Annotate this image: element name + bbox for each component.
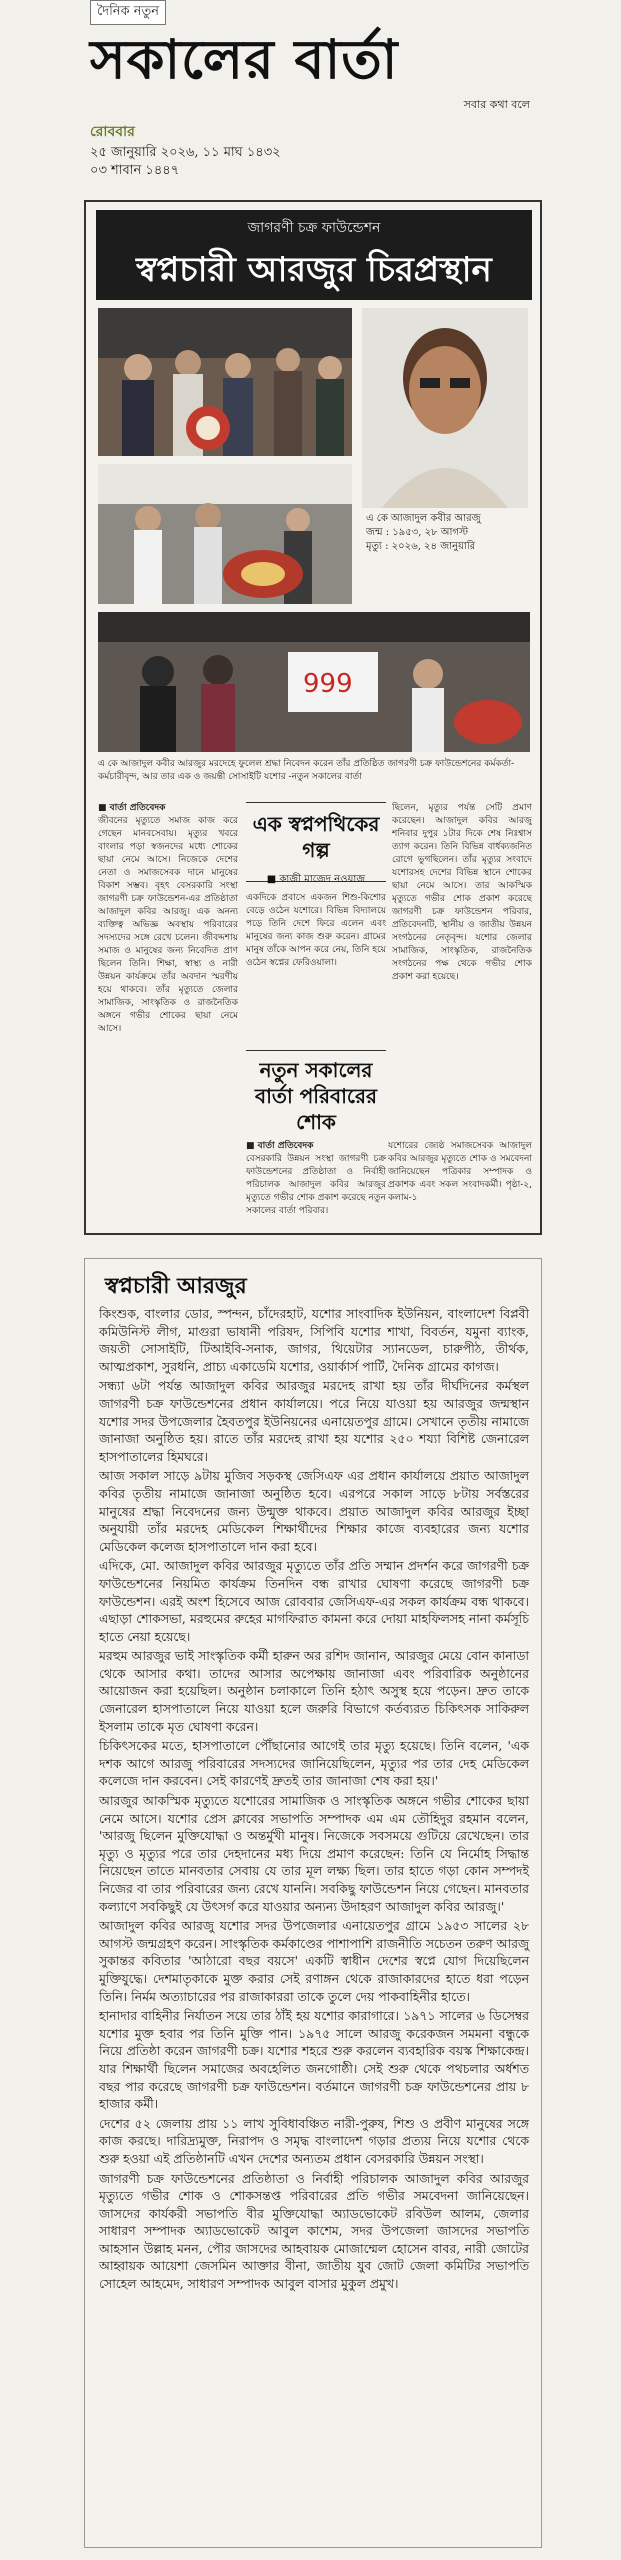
paragraph: আজাদুল কবির আরজু যশোর সদর উপজেলার এনায়েতপুর গ্রামে ১৯৫৩ সালের ২৮ আগস্ট জন্মগ্রহণ করেন। সাংস্কৃতিক কর্মকাণ্ডের পাশাপাশি রাজনীতি সচেতন তরুণ আরজু সুকান্তর কবিতার 'আঠারো বছর বয়সে' একটি স্বাধীন দেশের স্বপ্নে যোগ দিয়েছিলেন মুক্তিযুদ্ধে। দেশমাতৃকাকে মুক্ত করার সেই রণাঙ্গন থেকে রাজাকারদের হাতে ধরা পড়েন তিনি। নির্মম অত্যাচারের পর রাজাকাররা তাকে তুলে দেয় পাকবাহিনীর হাতে।	[99, 1918, 529, 2004]
article-continuation	[84, 1258, 542, 2548]
article-column-2: একদিকে প্রবাসে একজন শিশু-কিশোর বেড়ে ওঠেন যশোরে। বিভিন্ন বিদ্যালয়ে পড়ে তিনি দেশে ফিরে এলেন এবং মানুষের জন্য কাজ শুরু করেন। গ্রামের মানুষ তাঁকে আপন করে নেয়, তিনি হয়ে ওঠেন স্বপ্নের ফেরিওয়ালা।	[246, 893, 386, 968]
article-header	[96, 210, 532, 300]
dateline-day: রোববার	[90, 124, 135, 140]
article-main	[84, 200, 542, 1235]
portrait-caption: এ কে আজাদুল কবীর আরজু জন্ম : ১৯৫৩, ২৮ আগস্ট মৃত্যু : ২০২৬, ২৪ জানুয়ারি	[366, 513, 481, 552]
paragraph: জাগরণী চক্র ফাউন্ডেশনের প্রতিষ্ঠাতা ও নির্বাহী পরিচালক আজাদুল কবির আরজুর মৃত্যুতে গভীর শোক ও শোকসন্তপ্ত পরিবারের প্রতি গভীর সমবেদনা জানিয়েছেন। জাসদের কার্যকরী সভাপতি বীর মুক্তিযোদ্ধা অ্যাডভোকেট রবিউল আলম, জেলার সাধারণ সম্পাদক অ্যাডভোকেট আবুল কাশেম, সদর উপজেলা জাসদের সভাপতি আহসান উল্লাহ মনন, পৌর জাসদের আহবায়ক মোজাম্মেল হোসেন বাবর, নারী জোটের আহ্বায়ক আয়েশা জেসমিন আক্তার বীনা, জাতীয় যুব জোট জেলা কমিটির সভাপতি সোহেল আহমেদ, সাধারণ সম্পাদক আবুল বাসার মুকুল প্রমুখ।	[99, 2170, 529, 2292]
headline-condolence: নতুন সকালের বার্তা পরিবারের শোক	[246, 1050, 386, 1130]
continuation-title: স্বপ্নচারী আরজুর	[105, 1273, 247, 1299]
paragraph: কিংশুক, বাংলার ডোর, স্পন্দন, চাঁদেরহাট, যশোর সাংবাদিক ইউনিয়ন, বাংলাদেশ বিপ্লবী কমিউনিস্ট লীগ, মাগুরা ভাষানী পরিষদ, সিপিবি যশোর শাখা, বিবর্তন, যমুনা ব্যাংক, জয়তী সোসাইটি, টিআইবি-সনাক, জাগর, থিয়েটার স্যানডেল, চারুপীঠ, তীর্থক, আত্মপ্রকাশ, সুরধনি, প্রাচ্য একাডেমি যশোর, ওয়ার্কার্স পার্টি, দৈনিক গ্রামের কাগজ।	[99, 1306, 529, 1374]
column-1-text: জীবনের মৃত্যুতে সমাজ কাজ করে গেছেন মানবসেবায়। মৃত্যুর খবরে বাংলার পড়া স্বজনদের মধ্যে শোকের ছায়া নেমে আসে। নিজেকে দেশের নেতা ও সমাজসেবক দানে মানুষের বিকাশ সম্ভব। বৃহৎ বেসরকারি সংস্থা জাগরণী চক্র ফাউন্ডেশন-এর প্রতিষ্ঠাতা আজাদুল কবির আরজু। এক অনন্য ব্যক্তিত্ব অভিজ্ঞ অবস্থায় পরিবারের সদস্যদের সঙ্গে রেখে চলেন। জীবদ্দশায় সমাজ ও মানুষের জন্য নিবেদিত প্রাণ ছিলেন তিনি। শিক্ষা, স্বাস্থ্য ও নারী উন্নয়ন কার্যক্রমে তাঁর অবদান স্মরণীয় হয়ে থাকবে। তাঁর মৃত্যুতে জেলার সামাজিক, সাংস্কৃতিক ও রাজনৈতিক অঙ্গনে গভীর শোকের ছায়া নেমে আসে।	[98, 816, 238, 1034]
article-column-1	[98, 802, 238, 1222]
article-column-4	[246, 1140, 386, 1220]
photo-mourners-coffin	[98, 612, 530, 752]
paragraph: আজ সকাল সাড়ে ৯টায় মুজিব সড়কস্থ জেসিএফ এর প্রধান কার্যালয়ে প্রয়াত আজাদুল কবির তৃতীয় নামাজে জানাজা অনুষ্ঠিত হবে। এরপরে সকাল সাড়ে ৮টায় সর্বস্তরের মানুষের শ্রদ্ধা নিবেদনের জন্য উন্মুক্ত থাকবে। প্রয়াত আজাদুল কবির আরজুর ইচ্ছা অনুযায়ী তাঁর মরদেহ মেডিকেল শিক্ষার্থীদের শিক্ষার কাজে ব্যবহারের জন্য যশোর মেডিকেল কলেজ হাসপাতালে দান করা হবে।	[99, 1468, 529, 1554]
paragraph: এদিকে, মো. আজাদুল কবির আরজুর মৃত্যুতে তাঁর প্রতি সম্মান প্রদর্শন করে জাগরণী চক্র ফাউন্ডেশনের নিয়মিত কার্যক্রম তিনদিন বন্ধ রাখার ঘোষণা করেছে জাগরণী চক্র ফাউন্ডেশন। এরই অংশ হিসেবে আজ রোববার জেসিএফ-এর সকল কার্যক্রম বন্ধ থাকবে। এছাড়া শোকসভা, মরহুমের রুহের মাগফিরাত কামনা করে দোয়া মাহফিলসহ নানা কর্মসূচি হাতে নেয়া হয়েছে।	[99, 1558, 529, 1644]
article-header-title: স্বপ্নচারী আরজুর চিরপ্রস্থান	[136, 250, 492, 290]
paragraph: হানাদার বাহিনীর নির্যাতন সয়ে তার ঠাঁই হয় যশোর কারাগারে। ১৯৭১ সালের ৬ ডিসেম্বর যশোর মুক্ত হবার পর তিনি মুক্তি পান। ১৯৭৫ সালে আরজু করেকজন সমমনা বন্ধুকে নিয়ে প্রতিষ্ঠা করেন জাগরণী চক্র। যশোর শহরে শুরু করলেন ব্যবহারিক বয়স্ক শিক্ষাকেন্দ্র। যার শিক্ষার্থী ছিলেন সমাজের অবহেলিত জনগোষ্ঠী। সেই শুরু থেকে পথচলার অর্ধশত বছর পার করেছে জাগরণী চক্র ফাউন্ডেশন। বর্তমানে জাগরণী চক্র ফাউন্ডেশনের প্রায় ৮ হাজার কর্মী।	[99, 2008, 529, 2112]
masthead-title: সকালের বার্তা	[90, 27, 399, 91]
photo-caption: এ কে আজাদুল কবীর আরজুর মরদেহে ফুলেল শ্রদ্ধা নিবেদন করেন তাঁর প্রতিষ্ঠিত জাগরণী চক্র ফাউন্ডেশনের কর্মকর্তা-কর্মচারীবৃন্দ, আর তার এক ও জয়ন্তী সোসাইটি যশোর -নতুন সকালের বার্তা	[98, 759, 515, 782]
paragraph: চিকিৎসকের মতে, হাসপাতালে পৌঁছানোর আগেই তার মৃত্যু হয়েছে। তিনি বলেন, 'এক দশক আগে আরজু পরিবারের সদস্যদের জানিয়েছিলেন, মৃত্যুর পর তার দেহ মেডিকেল কলেজে দান করবেন। সেই কারণেই দ্রুতই তার জানাজা শেষ করা হয়।'	[99, 1738, 529, 1789]
dateline-date-1: ২৫ জানুয়ারি ২০২৬, ১১ মাঘ ১৪৩২	[90, 145, 281, 160]
continuation-body	[99, 1305, 529, 2295]
author-2: ■ কাজী মাজেদ নওয়াজ	[266, 874, 366, 885]
portrait-photo	[362, 308, 528, 508]
dateline	[90, 120, 530, 190]
column-4-text: বেসরকারি উন্নয়ন সংস্থা জাগরণী চক্র ফাউন্ডেশনের প্রতিষ্ঠাতা ও নির্বাহী পরিচালক আজাদুল কবির আরজুর মৃত্যুতে গভীর শোক প্রকাশ করেছে নতুন সকালের বার্তা পরিবার।	[246, 1154, 386, 1216]
article-header-sub: জাগরণী চক্র ফাউন্ডেশন	[247, 220, 381, 236]
byline-1: ■ বার্তা প্রতিবেদক	[98, 803, 166, 813]
masthead-tagline: সবার কথা বলে	[463, 98, 530, 111]
paragraph: আরজুর আকস্মিক মৃত্যুতে যশোরের সামাজিক ও সাংস্কৃতিক অঙ্গনে গভীর শোকের ছায়া নেমে আসে। যশোর প্রেস ক্লাবের সভাপতি সম্পাদক এম এম তৌহিদুর রহমান বলেন, 'আরজু ছিলেন মুক্তিযোদ্ধা ও অন্তর্মুখী মানুষ। নিজেকে সবসময়ে গুটিয়ে রেখেছেন। তার মৃত্যু ও মৃত্যুর পরে তার দেহদানের মধ্য দিয়ে প্রমাণ করেছেন: তিনি যে নির্মোহ সিদ্ধান্ত নিয়েছেন তাতে মানবতার সেবায় যে তার মূল লক্ষ্য ছিল। তার হাতে গড়া কোন সম্পদই নিজের বা তার পরিবারের জন্য রেখে যাননি। সবকিছু ফাউন্ডেশন নিয়ে গেছেন। মানবতার কল্যাণে সবকিছুই যে উৎসর্গ করে যাওয়ার অন্যন্য উদাহরণ আজাদুল কবির আরজু।'	[99, 1793, 529, 1914]
masthead	[90, 0, 530, 110]
paragraph: মরহুম আরজুর ভাই সাংস্কৃতিক কর্মী হারুন অর রশিদ জানান, আরজুর মেয়ে বোন কানাডা থেকে আসার কথা। তাদের আসার অপেক্ষায় জানাজা এবং পরিবারিক অনুষ্ঠানের আয়োজন করা হয়েছিল। অনুষ্ঠান চলাকালে তিনি হঠাৎ অসুস্থ হয়ে পড়েন। দ্রুত তাকে জেনারেল হাসপাতালে নিয়ে যাওয়া হলে জরুরি বিভাগে কর্তব্যরত চিকিৎসক সাকিরুল ইসলাম তাকে মৃত ঘোষণা করেন।	[99, 1648, 529, 1734]
photo-wreath-laying	[98, 464, 352, 604]
svg-text:999: 999	[303, 669, 353, 699]
photo-crowd-tribute	[98, 308, 352, 456]
paragraph: দেশের ৫২ জেলায় প্রায় ১১ লাখ সুবিধাবঞ্চিত নারী-পুরুষ, শিশু ও প্রবীণ মানুষের সঙ্গে কাজ করছে। দারিদ্র্যমুক্ত, নিরাপদ ও সমৃদ্ধ বাংলাদেশ গড়ার প্রত্যয় নিয়ে যশোর থেকে শুরু হওয়া এই প্রতিষ্ঠানটি এখন দেশের অন্যতম প্রধান বেসরকারি উন্নয়ন সংস্থা।	[99, 2115, 529, 2166]
masthead-small-label: দৈনিক নতুন	[90, 0, 166, 25]
byline-4: ■ বার্তা প্রতিবেদক	[246, 1141, 314, 1151]
headline-2-text: এক স্বপ্নপথিকের গল্প	[252, 812, 380, 862]
article-column-5: যশোরের জ্যেষ্ঠ সমাজসেবক আজাদুল কবির আরজুর মৃত্যুতে শোক ও সমবেদনা জানিয়েছেন পত্রিকার সম্পাদক ও প্রকাশক এবং সকল সংবাদকর্মী। পৃষ্ঠা-২, কলাম-১	[388, 1141, 532, 1203]
dateline-date-2: ০৩ শাবান ১৪৪৭	[90, 163, 180, 178]
headline-dream-story	[246, 802, 386, 885]
paragraph: সন্ধ্যা ৬টা পর্যন্ত আজাদুল কবির আরজুর মরদেহ রাখা হয় তাঁর দীর্ঘদিনের কর্মস্থল জাগরণী চক্র ফাউন্ডেশনের প্রধান কার্যালয়ে। পরে নিয়ে যাওয়া হয় আরজুর জন্মস্থান যশোর সদর উপজেলার হৈবতপুর ইউনিয়নের এনায়েতপুর গ্রামে। সেখানে তৃতীয় নামাজে জানাজা অনুষ্ঠিত হয়। রাতে তাঁর মরদেহ রাখা হয় যশোর ২৫০ শয্যা বিশিষ্ট জেনারেল হাসপাতালের হিমঘরে।	[99, 1378, 529, 1464]
article-column-3: ছিলেন, মৃত্যুর পর্যন্ত সেটি প্রমাণ করেছেন। আজাদুল কবির আরজু শনিবার দুপুর ১টার দিকে শেষ নিঃশ্বাস ত্যাগ করেন। তিনি বিভিন্ন বার্ধক্যজনিত রোগে ভুগছিলেন। তাঁর মৃত্যুর সংবাদে যশোরসহ দেশের বিভিন্ন স্থানে শোকের ছায়া নেমে আসে। তার আকস্মিক মৃত্যুতে গভীর শোক প্রকাশ করেছে জাগরণী চক্র ফাউন্ডেশন পরিবার, প্রতিবেদনটি, স্থানীয় ও জাতীয় উন্নয়ন সংগঠনের নেতৃবৃন্দ। যশোর জেলার সামাজিক, সাংস্কৃতিক, রাজনৈতিক সংগঠনের পক্ষ থেকে গভীর শোক প্রকাশ করা হয়েছে।	[392, 803, 532, 982]
